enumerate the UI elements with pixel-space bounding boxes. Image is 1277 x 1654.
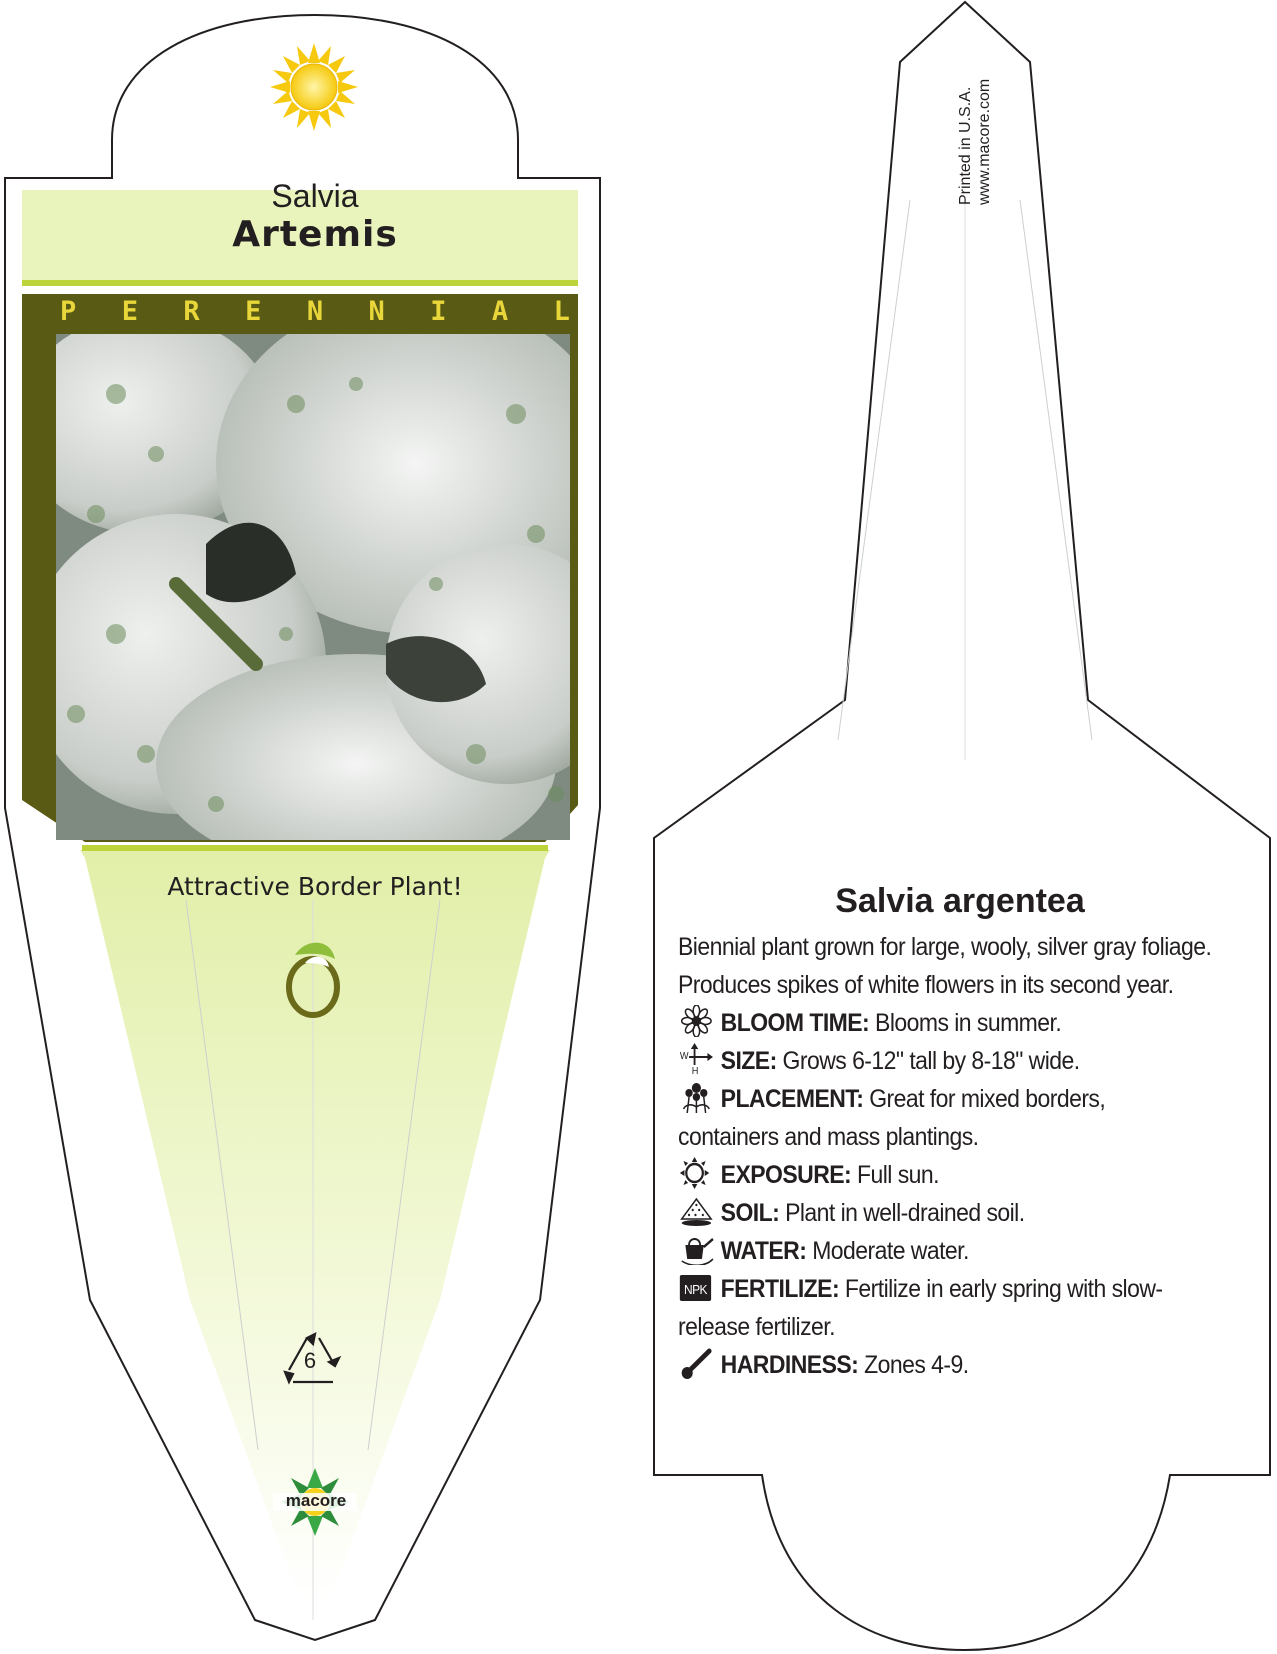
attribute-label: BLOOM TIME:	[720, 1009, 870, 1037]
attribute-text: Moderate water.	[812, 1237, 969, 1265]
attribute-text: Zones 4-9.	[864, 1351, 969, 1379]
back-tag	[640, 0, 1277, 1654]
description: Biennial plant grown for large, wooly, silver gray foliage. Produces spikes of white flowers in its second year.	[678, 933, 1212, 999]
attribute-water	[678, 1232, 1212, 1270]
common-name: Salvia	[271, 178, 359, 214]
size-w-label: W	[679, 1050, 688, 1063]
care-info	[678, 928, 1212, 1384]
printed-country: Printed in U.S.A.	[957, 86, 974, 205]
attribute-label: FERTILIZE:	[720, 1275, 840, 1303]
plant-type-letter: E	[245, 296, 262, 327]
attribute-text: Fertilize in early spring with slow-release fertilizer.	[678, 1275, 1163, 1341]
attribute-size	[678, 1042, 1212, 1080]
plant-photo	[56, 334, 570, 840]
plant-type-letter: E	[121, 296, 138, 327]
recycle-code: 6	[303, 1348, 317, 1373]
attribute-fertilize	[678, 1270, 1212, 1346]
lower-rule	[82, 845, 548, 851]
back-tag-outline	[654, 2, 1270, 1650]
attribute-exposure	[678, 1156, 1212, 1194]
placement-flowers-icon	[678, 1081, 715, 1113]
plant-type-letter: L	[553, 296, 570, 327]
npk-label: NPK	[684, 1282, 707, 1298]
header-rule	[22, 280, 578, 286]
website: www.macore.com	[976, 78, 993, 205]
attribute-soil	[678, 1194, 1212, 1232]
brand-name: macore	[285, 1491, 347, 1510]
plant-type-letter: I	[430, 296, 447, 327]
watering-can-icon	[678, 1233, 715, 1265]
sun-icon	[270, 43, 358, 131]
attribute-placement	[678, 1080, 1212, 1156]
printed-info	[956, 79, 994, 205]
attribute-label: EXPOSURE:	[720, 1161, 852, 1189]
npk-icon	[678, 1271, 715, 1303]
sun-outline-icon	[678, 1157, 715, 1189]
soil-pile-icon	[678, 1195, 715, 1227]
attribute-text: Full sun.	[857, 1161, 939, 1189]
variety-name: Artemis	[232, 214, 398, 255]
attribute-text: Grows 6-12" tall by 8-18" wide.	[782, 1047, 1080, 1075]
plant-type-letter: P	[60, 296, 77, 327]
size-h-label: H	[691, 1065, 698, 1075]
attribute-label: HARDINESS:	[720, 1351, 859, 1379]
attribute-bloom-time	[678, 1004, 1212, 1042]
plant-type	[60, 296, 570, 327]
attribute-text: Blooms in summer.	[875, 1009, 1062, 1037]
plant-type-letter: R	[183, 296, 200, 327]
size-arrows-icon	[678, 1043, 715, 1075]
attribute-label: SIZE:	[720, 1047, 777, 1075]
plant-type-letter: N	[306, 296, 324, 327]
attribute-text: Great for mixed borders, containers and mass plantings.	[678, 1085, 1106, 1151]
attribute-hardiness	[678, 1346, 1212, 1384]
plant-type-letter: A	[491, 296, 509, 327]
botanical-name: Salvia argentea	[835, 882, 1085, 920]
attribute-text: Plant in well-drained soil.	[785, 1199, 1025, 1227]
attribute-label: PLACEMENT:	[720, 1085, 864, 1113]
attribute-label: SOIL:	[720, 1199, 780, 1227]
plant-type-letter: N	[368, 296, 385, 327]
tagline: Attractive Border Plant!	[167, 872, 463, 901]
flower-icon	[678, 1005, 715, 1037]
thermometer-icon	[678, 1347, 715, 1379]
attribute-label: WATER:	[720, 1237, 807, 1265]
